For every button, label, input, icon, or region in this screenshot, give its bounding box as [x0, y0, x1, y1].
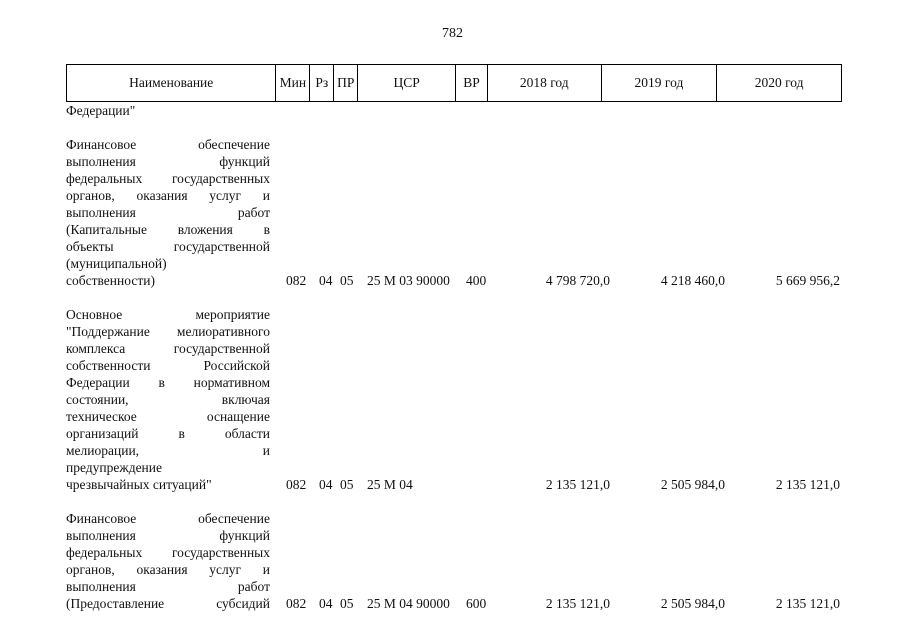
name-line: выполнения функций [66, 528, 270, 543]
cell-pr: 05 [340, 273, 354, 288]
name-line: "Поддержание мелиоративного [66, 324, 270, 339]
name-line: чрезвычайных ситуаций" [66, 477, 212, 492]
cell-2018: 4 798 720,0 [545, 273, 610, 288]
name-line: Основное мероприятие [66, 307, 270, 322]
cell-rz: 04 [319, 273, 333, 288]
name-line: Финансовое обеспечение [66, 511, 270, 526]
header-vr: ВР [456, 65, 488, 101]
cell-min: 082 [286, 596, 307, 611]
table-row [66, 136, 842, 289]
header-2018: 2018 год [488, 65, 602, 101]
name-line: федеральных государственных [66, 171, 270, 186]
cell-2019: 2 505 984,0 [660, 477, 725, 492]
cell-2020: 2 135 121,0 [775, 477, 840, 492]
header-2020: 2020 год [754, 75, 804, 90]
table-row [66, 306, 842, 493]
name-line: предупреждение [66, 460, 163, 475]
header-pr: ПР [334, 65, 358, 101]
cell-2019: 4 218 460,0 [660, 273, 725, 288]
name-line: мелиорации, и [66, 443, 270, 458]
cell-csr: 25 М 04 90000 [367, 596, 450, 611]
header-rz: Рз [310, 65, 334, 101]
name-line: (Капитальные вложения в [66, 222, 270, 237]
cell-2018: 2 135 121,0 [545, 596, 610, 611]
header-2019: 2019 год [602, 65, 718, 101]
name-line: собственности) [66, 273, 155, 288]
cell-2019: 2 505 984,0 [660, 596, 725, 611]
table-row [66, 510, 842, 612]
row-name [66, 102, 270, 119]
cell-csr: 25 М 03 90000 [367, 273, 450, 288]
header-name: Наименование [67, 65, 276, 101]
name-line: федеральных государственных [66, 545, 270, 560]
cell-min: 082 [286, 477, 307, 492]
name-line: объекты государственной [66, 239, 270, 254]
cell-pr: 05 [340, 477, 354, 492]
name-line: (муниципальной) [66, 256, 167, 271]
table-row [66, 102, 842, 119]
name-line: собственности Российской [66, 358, 270, 373]
name-line: организаций в области [66, 426, 270, 441]
name-line: техническое оснащение [66, 409, 270, 424]
cell-rz: 04 [319, 477, 333, 492]
cell-rz: 04 [319, 596, 333, 611]
header-csr: ЦСР [358, 65, 456, 101]
header-min: Мин [276, 65, 310, 101]
cell-2018: 2 135 121,0 [545, 477, 610, 492]
name-line: состоянии, включая [66, 392, 270, 407]
cell-csr: 25 М 04 [367, 477, 413, 492]
name-line: комплекса государственной [66, 341, 270, 356]
cell-pr: 05 [340, 596, 354, 611]
name-line: выполнения работ [66, 205, 270, 220]
name-line: (Предоставление субсидий [66, 596, 270, 611]
cell-min: 082 [286, 273, 307, 288]
row-name [66, 306, 270, 493]
name-line: выполнения работ [66, 579, 270, 594]
name-line: выполнения функций [66, 154, 270, 169]
cell-2020: 5 669 956,2 [775, 273, 840, 288]
name-line: Финансовое обеспечение [66, 137, 270, 152]
table-header [66, 64, 842, 102]
name-line: органов, оказания услуг и [66, 562, 270, 577]
cell-vr: 400 [466, 273, 487, 288]
page-number: 782 [442, 26, 463, 41]
name-line: Федерации" [66, 103, 136, 118]
table-body [66, 102, 842, 612]
name-line: органов, оказания услуг и [66, 188, 270, 203]
cell-2020: 2 135 121,0 [775, 596, 840, 611]
name-line: Федерации в нормативном [66, 375, 270, 390]
row-name [66, 136, 270, 289]
cell-vr: 600 [466, 596, 487, 611]
row-name [66, 510, 270, 612]
